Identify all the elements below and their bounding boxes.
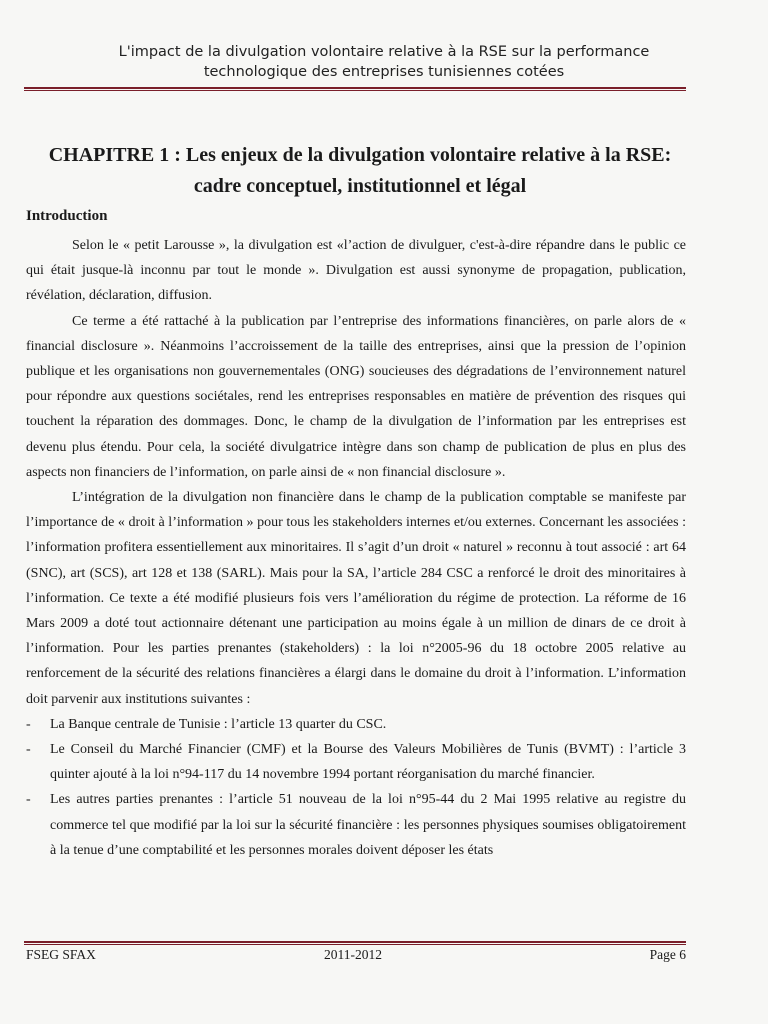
- chapter-title: [0, 140, 720, 202]
- list-dash: -: [26, 742, 31, 758]
- list-item: [26, 737, 686, 787]
- list-item: [26, 712, 686, 737]
- paragraph-3: L’intégration de la divulgation non financière dans le champ de la publication comptable se manifeste par l’importance de « droit à l’information » pour tous les stakeholders internes et/ou externes. Concernant les associées : l’information profitera essentiellement aux minoritaires. Il s’agit d’un droit « naturel » reconnu à tout associé : art 64 (SNC), art (SCS), art 128 et 138 (SARL). Mais pour la SA, l’article 284 CSC a renforcé le droit des minoritaires à l’information. Ce texte a été modifié plusieurs fois vers l’amélioration du régime de protection. La réforme de 16 Mars 2009 a doté tout actionnaire détenant une participation au moins égale à un million de dinars de ce droit à l’information. Pour les parties prenantes (stakeholders) : la loi n°2005-96 du 18 octobre 2005 relative au renforcement de la sécurité des relations financières a élargi dans le domaine du droit à l’information. L’information doit parvenir aux institutions suivantes :: [26, 490, 686, 707]
- paragraph-2: Ce terme a été rattaché à la publication par l’entreprise des informations financières, on parle alors de « financial disclosure ». Néanmoins l’accroissement de la taille des entreprises, ainsi que la pression de l’opinion publique et les organisations non gouvernementales (ONG) soucieuses des dégradations de l’environnement naturel pour répondre aux questions sociétales, rend les entreprises responsables en matière de prévention des risques qui touchent la réparation des dommages. Donc, le champ de la divulgation de l’information par les entreprises est devenu plus étendu. Pour cela, la société divulgatrice intègre dans son champ de publication de plus en plus des aspects non financiers de l’information, on parle ainsi de « non financial disclosure ».: [26, 313, 686, 480]
- list-item-text: Le Conseil du Marché Financier (CMF) et la Bourse des Valeurs Mobilières de Tunis (BVMT) : l’article 3 quinter ajouté à la loi n°94-117 du 14 novembre 1994 portant réorganisation du marché financier.: [50, 742, 686, 783]
- list-item-text: Les autres parties prenantes : l’article 51 nouveau de la loi n°95-44 du 2 Mai 1995 relative au registre du commerce tel que modifié par la loi sur la sécurité financière : les personnes physiques soumises obligatoirement à la tenue d’une comptabilité et les personnes morales doivent déposer les états: [50, 792, 686, 858]
- body-text: [26, 233, 686, 863]
- page-footer: [26, 947, 686, 965]
- chapter-title-line-1: CHAPITRE 1 : Les enjeux de la divulgation volontaire relative à la RSE:: [48, 144, 672, 166]
- running-header: [0, 42, 768, 82]
- chapter-title-line-2: cadre conceptuel, institutionnel et légal: [193, 175, 527, 197]
- paragraph-1: Selon le « petit Larousse », la divulgation est «l’action de divulguer, c'est-à-dire répandre dans le public ce qui était jusque-là inconnu par tout le monde ». Divulgation est aussi synonyme de propagation, publication, révélation, déclaration, diffusion.: [26, 238, 686, 304]
- list-dash: -: [26, 716, 31, 732]
- institution-list: [26, 712, 686, 863]
- list-item-text: La Banque centrale de Tunisie : l’article 13 quarter du CSC.: [50, 716, 387, 732]
- footer-school: FSEG SFAX: [26, 947, 96, 962]
- list-dash: -: [26, 792, 31, 808]
- page-number: Page 6: [649, 947, 686, 962]
- footer-year: 2011-2012: [324, 947, 382, 962]
- header-rule: [24, 87, 686, 91]
- running-header-line-2: technologique des entreprises tunisiennes cotées: [203, 64, 565, 80]
- running-header-line-1: L'impact de la divulgation volontaire relative à la RSE sur la performance: [118, 44, 650, 60]
- footer-rule: [24, 941, 686, 945]
- list-item: [26, 787, 686, 863]
- section-heading: Introduction: [26, 208, 108, 224]
